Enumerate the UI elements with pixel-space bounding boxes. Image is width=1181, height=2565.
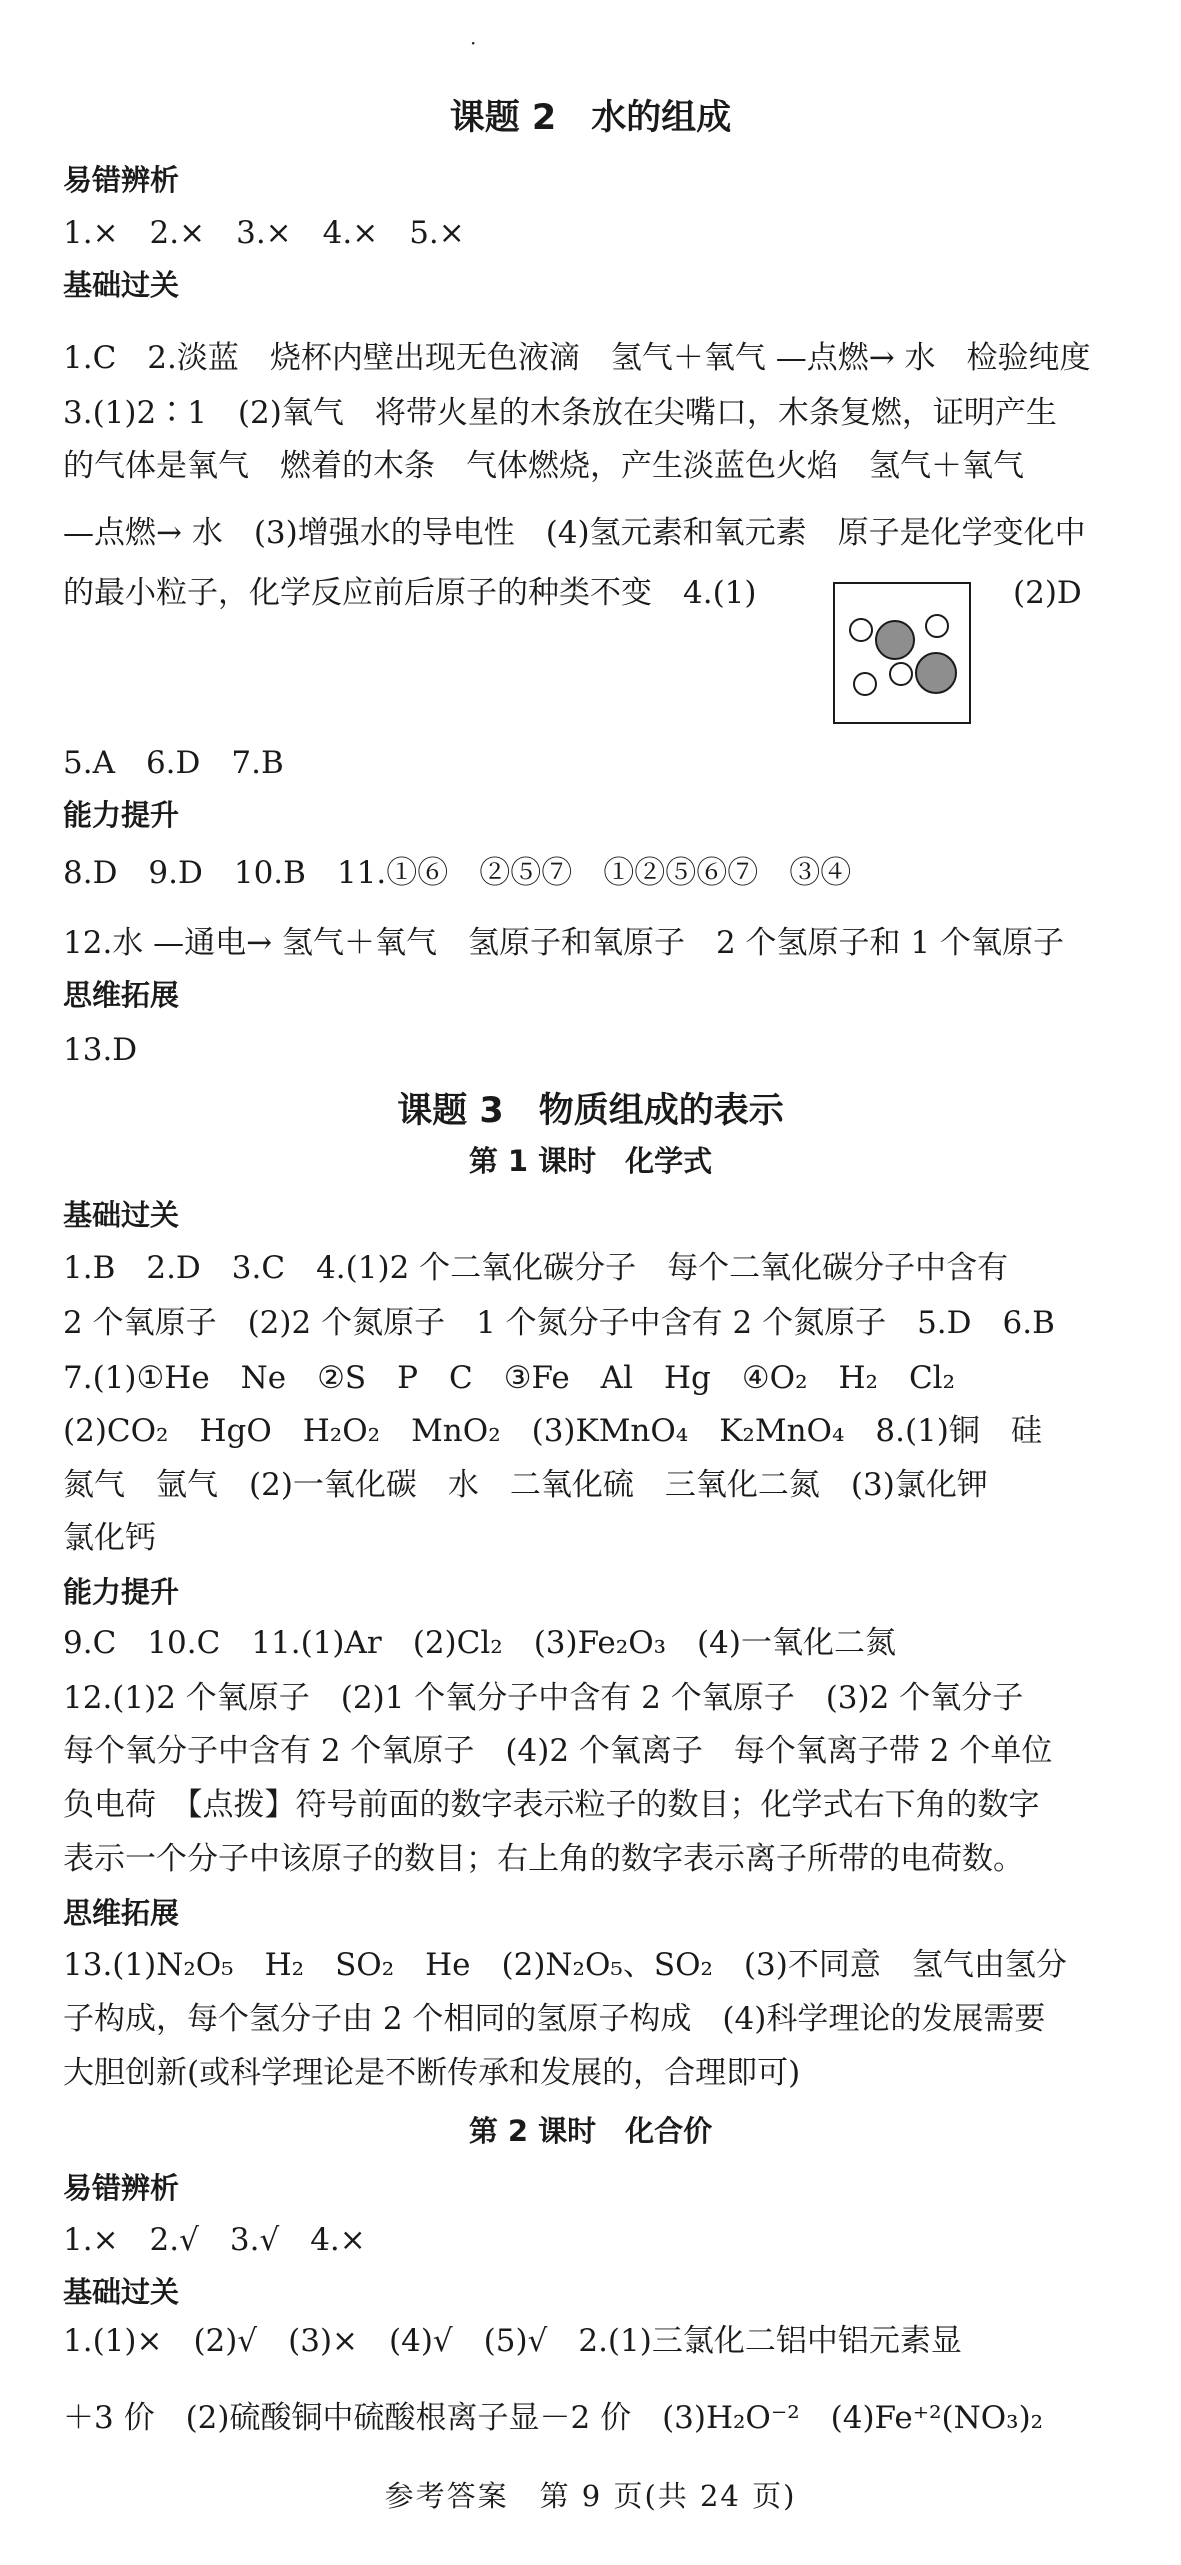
- answer-line: 8.D 9.D 10.B 11.①⑥ ②⑤⑦ ①②⑤⑥⑦ ③④: [63, 855, 852, 891]
- heading-basic: 基础过关: [63, 268, 180, 302]
- answer-line: 1.B 2.D 3.C 4.(1)2 个二氧化碳分子 每个二氧化碳分子中含有: [63, 1250, 1009, 1286]
- small-atom: [925, 614, 949, 638]
- answer-line: 5.A 6.D 7.B: [63, 745, 284, 781]
- answer-line: 的气体是氧气 燃着的木条 气体燃烧，产生淡蓝色火焰 氢气＋氧气: [63, 448, 1024, 484]
- large-atom: [915, 652, 957, 694]
- section-title-water-composition: 课题 2 水的组成: [449, 98, 732, 138]
- section-title-composition: 课题 3 物质组成的表示: [397, 1091, 784, 1131]
- answer-line: 的最小粒子，化学反应前后原子的种类不变 4.(1): [63, 575, 757, 611]
- subsection-title: 第 2 课时 化合价: [468, 2114, 713, 2148]
- small-atom: [849, 618, 873, 642]
- answer-line: (2)D: [1013, 575, 1082, 611]
- heading-ability: 能力提升: [63, 798, 180, 832]
- answer-line: —点燃→ 水 (3)增强水的导电性 (4)氢元素和氧元素 原子是化学变化中: [63, 515, 1086, 551]
- answer-line: 9.C 10.C 11.(1)Ar (2)Cl₂ (3)Fe₂O₃ (4)一氧化二氮: [63, 1625, 896, 1661]
- heading-thinking: 思维拓展: [63, 978, 180, 1012]
- answer-line: 表示一个分子中该原子的数目；右上角的数字表示离子所带的电荷数。: [63, 1841, 1024, 1877]
- top-mark: ·: [470, 31, 477, 55]
- molecule-diagram: [833, 582, 971, 724]
- answer-line: 12.水 —通电→ 氢气＋氧气 氢原子和氧原子 2 个氢原子和 1 个氧原子: [63, 925, 1064, 961]
- answer-line: 每个氧分子中含有 2 个氧原子 (4)2 个氧离子 每个氧离子带 2 个单位: [63, 1733, 1053, 1769]
- page-footer: 参考答案 第 9 页(共 24 页): [384, 2479, 797, 2513]
- heading-thinking: 思维拓展: [63, 1896, 180, 1930]
- answer-line: 1.× 2.√ 3.√ 4.×: [63, 2222, 366, 2258]
- answer-line: 3.(1)2∶1 (2)氧气 将带火星的木条放在尖嘴口，木条复燃，证明产生: [63, 395, 1057, 431]
- answer-line: ＋3 价 (2)硫酸铜中硫酸根离子显－2 价 (3)H₂O⁻² (4)Fe⁺²(NO₃)₂: [63, 2400, 1044, 2436]
- answer-line: 13.D: [63, 1032, 138, 1068]
- answer-line: 1.C 2.淡蓝 烧杯内壁出现无色液滴 氢气＋氧气 —点燃→ 水 检验纯度: [63, 340, 1091, 376]
- answer-line: 氮气 氩气 (2)一氧化碳 水 二氧化硫 三氧化二氮 (3)氯化钾: [63, 1467, 988, 1503]
- heading-basic: 基础过关: [63, 2275, 180, 2309]
- answer-line: 1.× 2.× 3.× 4.× 5.×: [63, 215, 465, 251]
- answer-line: 负电荷 【点拨】符号前面的数字表示粒子的数目；化学式右下角的数字: [63, 1787, 1040, 1823]
- answer-line: 2 个氧原子 (2)2 个氮原子 1 个氮分子中含有 2 个氮原子 5.D 6.B: [63, 1305, 1055, 1341]
- answer-line: 1.(1)× (2)√ (3)× (4)√ (5)√ 2.(1)三氯化二铝中铝元素显: [63, 2323, 962, 2359]
- heading-basic: 基础过关: [63, 1198, 180, 1232]
- answer-line: 12.(1)2 个氧原子 (2)1 个氧分子中含有 2 个氧原子 (3)2 个氧分子: [63, 1680, 1024, 1716]
- heading-error-analysis: 易错辨析: [63, 2171, 180, 2205]
- answer-line: 7.(1)①He Ne ②S P C ③Fe Al Hg ④O₂ H₂ Cl₂: [63, 1360, 956, 1396]
- answer-line: 子构成，每个氢分子由 2 个相同的氢原子构成 (4)科学理论的发展需要: [63, 2001, 1046, 2037]
- small-atom: [853, 672, 877, 696]
- answer-line: (2)CO₂ HgO H₂O₂ MnO₂ (3)KMnO₄ K₂MnO₄ 8.(1)铜 硅: [63, 1413, 1042, 1449]
- heading-error-analysis: 易错辨析: [63, 163, 180, 197]
- heading-ability: 能力提升: [63, 1575, 180, 1609]
- small-atom: [889, 662, 913, 686]
- subsection-title: 第 1 课时 化学式: [468, 1144, 713, 1178]
- large-atom: [875, 620, 915, 660]
- answer-line: 氯化钙: [63, 1520, 156, 1556]
- answer-line: 大胆创新(或科学理论是不断传承和发展的，合理即可): [63, 2055, 801, 2091]
- answer-line: 13.(1)N₂O₅ H₂ SO₂ He (2)N₂O₅、SO₂ (3)不同意 氢气由氢分: [63, 1947, 1067, 1983]
